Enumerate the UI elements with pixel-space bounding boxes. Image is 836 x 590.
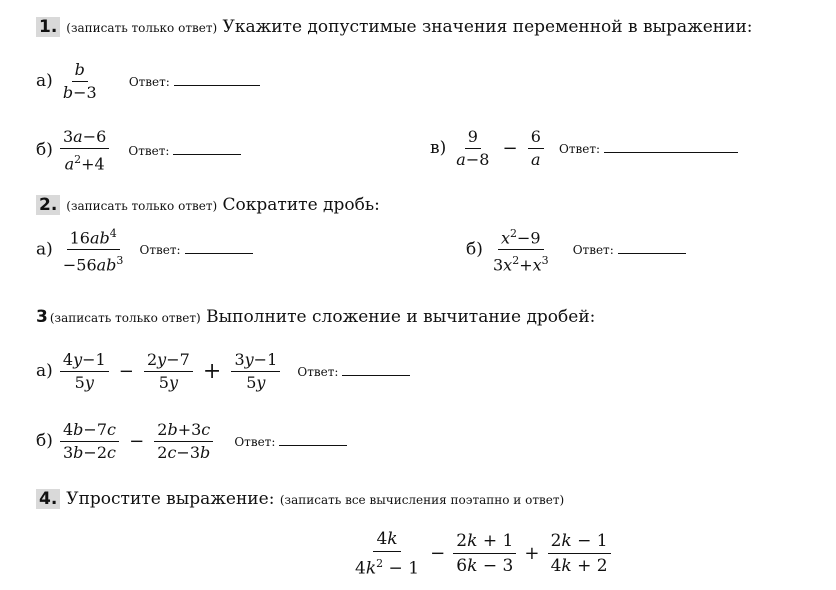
task-3-item-b bbox=[36, 420, 347, 463]
task-number: 4. bbox=[36, 489, 60, 509]
task-note: (записать только ответ) bbox=[66, 21, 218, 35]
task-number: 3 bbox=[36, 307, 48, 327]
task-number: 2. bbox=[36, 195, 60, 215]
item-label: а) bbox=[36, 361, 53, 381]
item-label: б) bbox=[466, 239, 483, 260]
answer-blank[interactable] bbox=[174, 85, 260, 86]
fraction: $\frac{4y-1}{5y}$ bbox=[60, 350, 109, 393]
task-1-item-b bbox=[36, 127, 241, 174]
task-2-item-a bbox=[36, 224, 253, 276]
item-label: а) bbox=[36, 239, 53, 260]
fraction: $\frac{9}{a-8}$ bbox=[456, 127, 490, 169]
answer-blank[interactable] bbox=[279, 445, 347, 446]
item-label: б) bbox=[36, 140, 53, 161]
fraction: $\frac{16ab^4}{-56ab^3}$ bbox=[60, 224, 127, 276]
item-label: а) bbox=[36, 71, 53, 91]
task-note: (записать только ответ) bbox=[49, 311, 201, 325]
task-title: Упростите выражение: bbox=[66, 489, 275, 509]
task-1-item-v bbox=[430, 127, 738, 170]
fraction: $\frac{b}{b-3}$ bbox=[62, 60, 97, 102]
fraction: $\frac{3a-6}{a^2+4}$ bbox=[60, 127, 109, 174]
minus-sign: − bbox=[129, 431, 145, 452]
task-1-item-a bbox=[36, 60, 260, 103]
answer-blank[interactable] bbox=[604, 152, 738, 153]
fraction: $\frac{2b+3c}{2c-3b}$ bbox=[154, 420, 213, 463]
answer-blank[interactable] bbox=[618, 253, 686, 254]
fraction: $\frac{4k}{4k^2 - 1}$ bbox=[355, 529, 420, 579]
answer-label: Ответ: bbox=[559, 141, 601, 156]
answer-blank[interactable] bbox=[342, 375, 410, 376]
task-3-header bbox=[36, 306, 595, 329]
answer-label: Ответ: bbox=[139, 242, 181, 257]
fraction: $\frac{2y-7}{5y}$ bbox=[144, 350, 193, 393]
task-1-header bbox=[36, 16, 753, 39]
task-2-header bbox=[36, 194, 380, 217]
task-3-item-a bbox=[36, 350, 410, 393]
fraction: $\frac{3y-1}{5y}$ bbox=[231, 350, 280, 393]
task-4-header bbox=[36, 488, 564, 511]
item-label: в) bbox=[430, 138, 447, 158]
answer-blank[interactable] bbox=[173, 154, 241, 155]
task-note: (записать только ответ) bbox=[66, 199, 218, 213]
task-4-expression bbox=[350, 528, 613, 580]
answer-blank[interactable] bbox=[185, 253, 253, 254]
task-note: (записать все вычисления поэтапно и ответ) bbox=[279, 493, 565, 507]
answer-label: Ответ: bbox=[234, 434, 276, 449]
minus-sign: − bbox=[118, 361, 134, 382]
answer-label: Ответ: bbox=[572, 242, 614, 257]
fraction: $\frac{2k + 1}{6k - 3}$ bbox=[453, 530, 516, 577]
task-number: 1. bbox=[36, 17, 60, 37]
task-title: Выполните сложение и вычитание дробей: bbox=[206, 307, 596, 327]
task-title: Укажите допустимые значения переменной в выражении: bbox=[222, 17, 753, 37]
task-2-item-b bbox=[466, 224, 686, 276]
fraction: $\frac{4b-7c}{3b-2c}$ bbox=[60, 420, 119, 463]
minus-sign: − bbox=[502, 138, 518, 159]
answer-label: Ответ: bbox=[297, 364, 339, 379]
fraction: $\frac{2k - 1}{4k + 2}$ bbox=[548, 530, 611, 577]
fraction: $\frac{x^2-9}{3x^2+x^3}$ bbox=[490, 224, 552, 276]
fraction: $\frac{6}{a}$ bbox=[528, 127, 544, 170]
minus-sign: − bbox=[430, 543, 446, 565]
item-label: б) bbox=[36, 431, 53, 451]
task-title: Сократите дробь: bbox=[222, 195, 380, 215]
answer-label: Ответ: bbox=[128, 74, 170, 89]
plus-sign: + bbox=[524, 543, 540, 565]
answer-label: Ответ: bbox=[128, 143, 170, 158]
plus-sign: + bbox=[202, 359, 222, 384]
